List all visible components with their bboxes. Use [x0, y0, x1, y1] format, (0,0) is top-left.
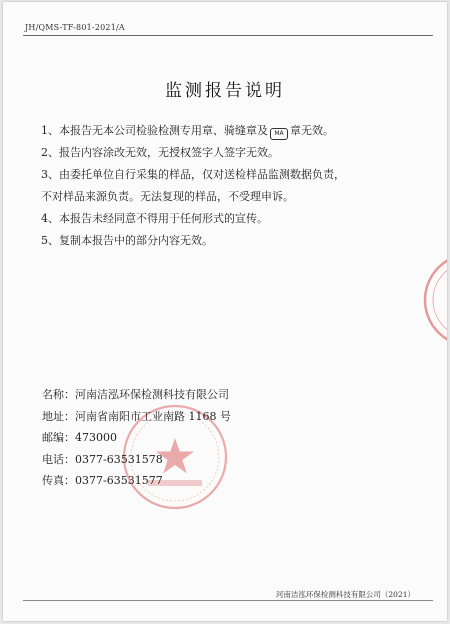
address-value: 河南省南阳市工业南路 1168 号	[75, 409, 231, 423]
clause-1-text-end: 章无效。	[290, 124, 334, 137]
address-label: 地址：	[42, 409, 75, 423]
fax-row	[42, 470, 231, 492]
clause-4: 4、本报告未经同意不得用于任何形式的宣传。	[41, 212, 268, 225]
clause-3: 3、由委托单位自行采集的样品，仅对送检样品监测数据负责，	[41, 168, 345, 181]
clause-list	[41, 120, 436, 252]
postcode-row	[42, 427, 231, 449]
fax-label: 传真：	[42, 474, 75, 487]
contact-block	[42, 384, 231, 492]
report-page	[3, 2, 447, 621]
phone-row	[42, 449, 231, 471]
phone-label: 电话：	[42, 452, 75, 466]
clause-1-text: 1、本报告无本公司检验检测专用章、骑缝章及	[41, 124, 268, 137]
header-rule	[23, 35, 433, 36]
clause-1	[41, 120, 436, 142]
company-name-row	[42, 384, 231, 406]
clause-2: 2、报告内容涂改无效，无授权签字人签字无效。	[41, 146, 279, 159]
clause-3-continued: 不对样品来源负责。无法复现的样品，不受理申诉。	[41, 190, 294, 203]
footer-note: 河南洁泓环保检测科技有限公司（2021）	[275, 590, 415, 599]
address-row	[42, 406, 231, 428]
fax-value: 0377-63531577	[75, 474, 163, 487]
postcode-value: 473000	[75, 431, 117, 444]
clause-5: 5、复制本报告中的部分内容无效。	[41, 234, 213, 247]
page-title: 监测报告说明	[165, 81, 285, 101]
postcode-label: 邮编：	[42, 431, 75, 444]
company-name-label: 名称：	[42, 388, 75, 401]
seam-stamp-icon	[421, 250, 447, 350]
company-name-value: 河南洁泓环保检测科技有限公司	[75, 388, 229, 401]
phone-value: 0377-63531578	[75, 452, 163, 466]
footer-rule	[23, 600, 433, 601]
cma-mark-icon: MA	[270, 128, 288, 140]
document-code: JH/QMS-TF-801-2021/A	[25, 23, 125, 32]
